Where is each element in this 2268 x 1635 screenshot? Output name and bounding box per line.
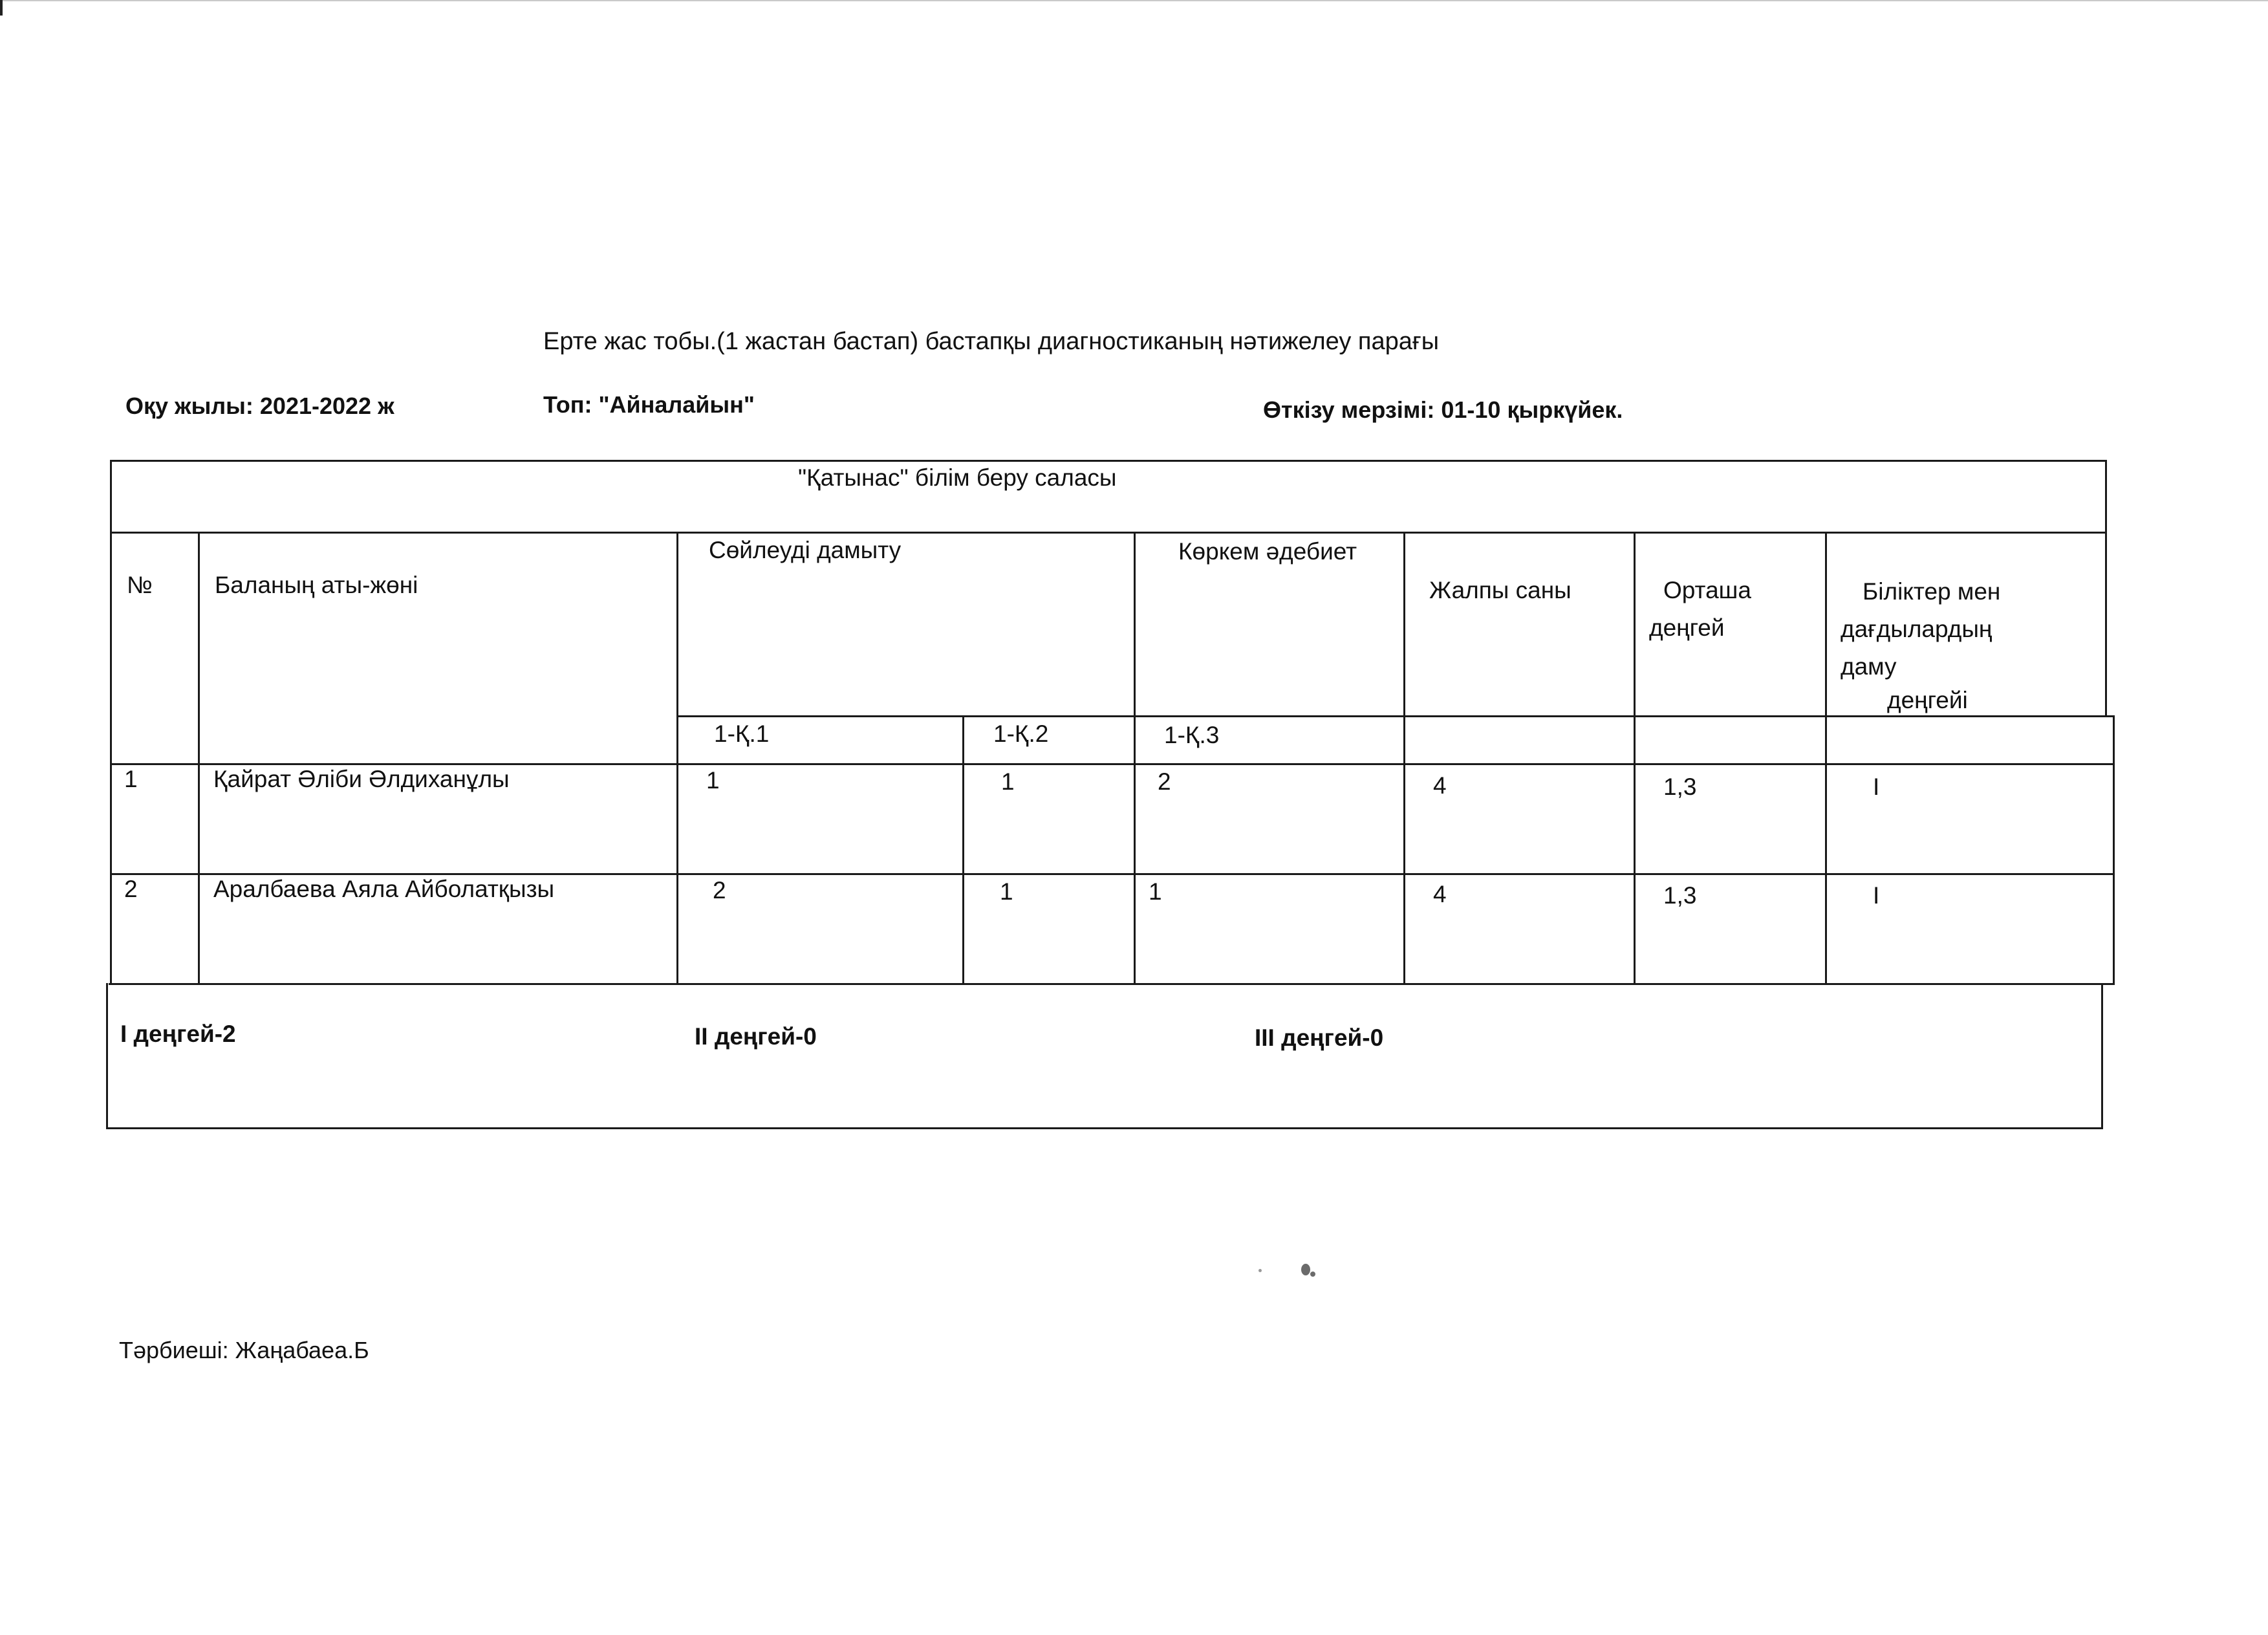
table-border-right-rows [2113,715,2115,985]
table-border-right-summary [2101,983,2103,1129]
header-number: № [127,572,153,598]
summary-level-2: II деңгей-0 [695,1023,817,1050]
summary-level-1: I деңгей-2 [120,1021,236,1047]
table-border-right-top [2105,460,2107,717]
document-title: Ерте жас тобы.(1 жастан бастап) бастапқы диагностиканың нәтижелеу парағы [543,328,1440,355]
scan-speck [1310,1272,1315,1277]
table-line-rows-bottom [109,983,2115,985]
row-k1-score: 1 [706,767,720,794]
table-col-name-right [676,532,678,985]
row-k3-score: 2 [1158,768,1171,795]
header-child-name: Баланың аты-жөні [215,572,418,598]
scan-speck [1301,1264,1310,1275]
table-border-left-summary [106,983,108,1129]
summary-level-3: III деңгей-0 [1255,1024,1384,1051]
assessment-period: Өткізу мерзімі: 01-10 қыркүйек. [1263,396,1623,423]
subheader-k3: 1-Қ.3 [1164,722,1220,748]
scan-edge-left-mark [0,0,3,16]
header-speech-development: Сөйлеуді дамыту [709,537,902,563]
row-child-name: Қайрат Әліби Әлдиханұлы [213,766,510,792]
table-col-literature-right [1403,532,1405,985]
row-k3-score: 1 [1149,878,1162,905]
row-average: 1,3 [1663,774,1697,800]
subheader-k2: 1-Қ.2 [993,720,1049,747]
scan-edge-top [0,0,2268,1]
header-average-line2: деңгей [1649,614,1725,641]
row-k2-score: 1 [1001,768,1015,795]
header-average-line1: Орташа [1663,577,1751,603]
teacher-signature-line: Тәрбиеші: Жаңабаеа.Б [119,1337,369,1363]
header-skills-line1: Біліктер мен [1863,578,2001,605]
header-skills-line3: даму [1841,653,1897,680]
subheader-k1: 1-Қ.1 [714,720,770,747]
table-col-average-right [1825,532,1827,985]
row-child-name: Аралбаева Аяла Айболатқызы [213,876,555,902]
education-area-title: "Қатынас" білім беру саласы [798,464,1117,491]
table-line-area-bottom [110,532,2107,534]
header-literature: Көркем әдебиет [1178,538,1357,565]
group-name: Топ: "Айналайын" [543,391,755,418]
row-number: 1 [124,766,138,792]
row-k1-score: 2 [713,877,726,904]
table-col-speech-right [1134,532,1136,985]
row-level: I [1873,882,1880,909]
scan-speck [1258,1269,1262,1272]
table-border-left [110,460,112,985]
header-total: Жалпы саны [1429,577,1571,603]
academic-year: Оқу жылы: 2021-2022 ж [125,393,394,419]
row-average: 1,3 [1663,882,1697,909]
row-total: 4 [1433,881,1447,907]
row-total: 4 [1433,772,1447,799]
row-level: I [1873,774,1880,800]
table-col-total-right [1634,532,1636,985]
row-number: 2 [124,876,138,902]
header-skills-line4: деңгейі [1887,687,1968,713]
table-col-k1-right [962,715,964,985]
table-border-bottom [106,1127,2103,1129]
header-skills-line2: дағдылардың [1841,616,1993,642]
row-k2-score: 1 [1000,878,1013,905]
table-col-num-right [198,532,200,985]
